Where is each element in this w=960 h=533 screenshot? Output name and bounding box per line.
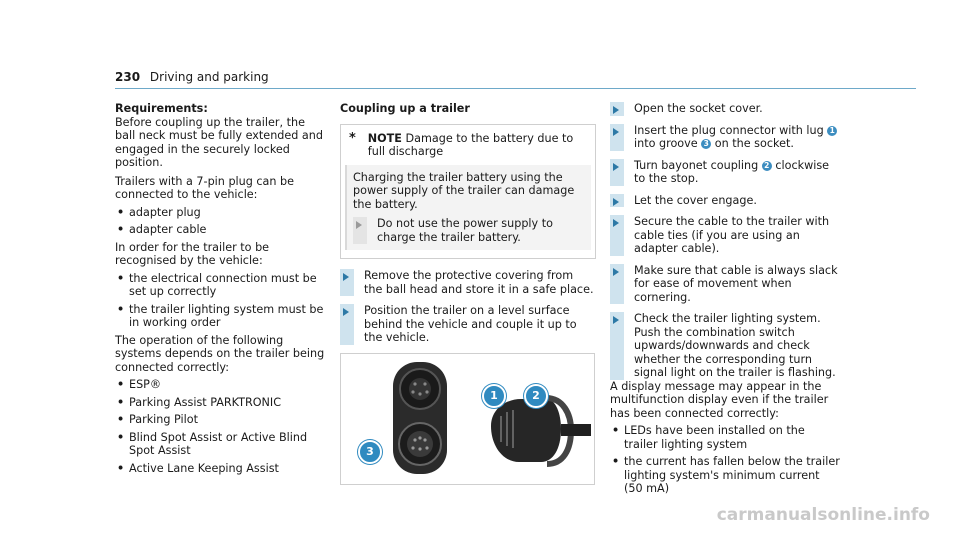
text-part: on the socket. — [714, 137, 794, 150]
list-item: • Parking Assist PARKTRONIC — [115, 396, 325, 410]
warning-icon: * — [349, 130, 356, 146]
display-text: A display message may appear in the multifunction display even if the trailer has been connected correctly: — [610, 379, 829, 420]
instructions-column — [610, 102, 840, 500]
socket-plug-illustration — [340, 353, 595, 485]
step-text: Secure the cable to the trailer with cable ties (if you are using an adapter cable). — [634, 215, 830, 255]
coupling-step — [340, 304, 595, 345]
instruction-step — [610, 312, 840, 380]
list-item: • adapter plug — [115, 206, 325, 220]
arrow-right-icon — [613, 219, 619, 227]
arrow-right-icon — [343, 273, 349, 281]
text-part: Turn bayonet coupling — [634, 158, 759, 172]
step-text — [634, 159, 840, 186]
callout-badge: 1 — [482, 384, 506, 408]
list-item: • adapter cable — [115, 223, 325, 237]
note-box — [340, 124, 596, 260]
display-list — [610, 424, 840, 496]
coupling-step — [340, 269, 595, 296]
arrow-right-icon — [613, 198, 619, 206]
recognition-text: In order for the trailer to be recognised by the vehicle: — [115, 240, 270, 267]
note-header — [341, 125, 595, 165]
callout-badge: 2 — [524, 384, 548, 408]
list-item: • ESP® — [115, 378, 325, 392]
instruction-step — [610, 159, 840, 186]
watermark: carmanualsonline.info — [716, 505, 930, 525]
step-marker — [610, 159, 624, 186]
list-item: • Parking Pilot — [115, 413, 325, 427]
arrow-right-icon — [613, 163, 619, 171]
arrow-right-icon — [613, 316, 619, 324]
step-marker — [610, 124, 624, 151]
list-item: • Blind Spot Assist or Active Blind Spot Assist — [115, 431, 325, 458]
systems-text: The operation of the following systems depends on the trailer being connected correctly: — [115, 333, 325, 374]
step-marker — [610, 102, 624, 116]
arrow-right-icon — [356, 221, 362, 229]
text-part: into groove — [634, 137, 698, 150]
note-heading: Damage to the battery due to full discharge — [367, 131, 574, 158]
step-marker — [610, 194, 624, 208]
instruction-step — [610, 194, 840, 208]
list-item: • LEDs have been installed on the trailer lighting system — [610, 424, 840, 451]
section-title: Driving and parking — [149, 70, 269, 84]
step-text: Make sure that cable is always slack for ease of movement when cornering. — [634, 263, 838, 304]
note-step-text: Do not use the power supply to charge the trailer battery. — [377, 217, 553, 244]
coupling-column — [340, 102, 595, 485]
list-item: • the trailer lighting system must be in working order — [115, 303, 325, 330]
page-number: 230 — [115, 70, 141, 84]
requirements-column — [115, 102, 325, 479]
note-label: NOTE — [367, 131, 402, 145]
pin-text: Trailers with a 7-pin plug can be connected to the vehicle: — [115, 174, 295, 201]
callout-badge: 1 — [827, 126, 837, 136]
page-header — [115, 70, 269, 84]
instruction-step — [610, 102, 840, 116]
instruction-step — [610, 264, 840, 305]
instruction-step — [610, 124, 840, 151]
step-marker — [353, 217, 367, 244]
arrow-right-icon — [613, 106, 619, 114]
note-content — [345, 165, 591, 251]
requirements-title: Requirements: — [115, 102, 208, 115]
step-text: Check the trailer lighting system. Push the combination switch upwards/downwards and check whether the corresponding turn signal light on the trailer is flashing. — [634, 312, 836, 379]
step-text: Remove the protective covering from the ball head and store it in a safe place. — [364, 269, 594, 296]
requirements-intro: Before coupling up the trailer, the ball neck must be fully extended and engaged in the securely locked position. — [115, 115, 323, 169]
step-marker — [340, 269, 354, 296]
note-heading-text — [368, 132, 587, 159]
note-step — [353, 217, 585, 244]
callout-badge: 3 — [358, 440, 382, 464]
callout-badge: 2 — [762, 161, 772, 171]
arrow-right-icon — [613, 128, 619, 136]
header-rule — [115, 88, 916, 89]
arrow-right-icon — [343, 308, 349, 316]
step-marker — [610, 264, 624, 305]
list-item: • Active Lane Keeping Assist — [115, 462, 325, 476]
step-marker — [610, 215, 624, 256]
step-text: Open the socket cover. — [634, 102, 763, 115]
recognition-list — [115, 272, 325, 330]
note-body: Charging the trailer battery using the power supply of the trailer can damage the battery. — [353, 170, 575, 211]
callout-badge: 3 — [701, 139, 711, 149]
list-item: • the current has fallen below the trailer lighting system's minimum current (50 mA) — [610, 455, 840, 496]
step-marker — [610, 312, 624, 380]
step-marker — [340, 304, 354, 345]
list-item: • the electrical connection must be set up correctly — [115, 272, 325, 299]
instruction-step — [610, 215, 840, 256]
socket-plug-drawing — [341, 354, 594, 484]
text-part: Insert the plug connector with lug — [634, 123, 824, 137]
section-heading: Coupling up a trailer — [340, 102, 470, 115]
pin-list — [115, 206, 325, 237]
step-text: Let the cover engage. — [634, 193, 757, 207]
systems-list — [115, 378, 325, 475]
text-part: clockwise to the stop. — [634, 158, 830, 185]
arrow-right-icon — [613, 268, 619, 276]
step-text: Position the trailer on a level surface behind the vehicle and couple it up to the vehicle. — [364, 304, 577, 344]
step-text — [634, 124, 840, 151]
